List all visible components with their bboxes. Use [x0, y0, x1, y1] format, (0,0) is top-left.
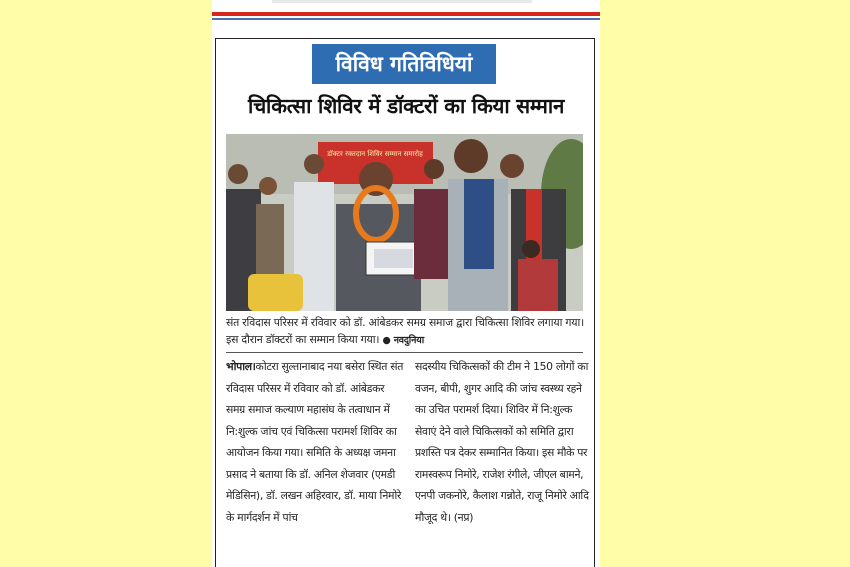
top-rule-blue: [212, 18, 600, 20]
top-strip: [272, 0, 532, 3]
news-photo: [226, 134, 583, 311]
newspaper-clipping: [212, 0, 600, 567]
photo-illustration: [226, 134, 583, 311]
caption-text: संत रविदास परिसर में रविवार को डॉ. आंबेडकर समग्र समाज द्वारा चिकित्सा शिविर लगाया गया। इस दौरान डॉक्टरों का सम्मान किया गया।: [226, 316, 585, 346]
article-column-right: [415, 356, 595, 528]
article-text-right: सदस्यीय चिकित्सकों की टीम ने 150 लोगों का वजन, बीपी, शुगर आदि की जांच स्वस्थ्य रहने का उचित परामर्श दिया। शिविर में नि:शुल्क सेवाएं देने वाले चिकित्सकों को समिति द्वारा प्रशस्ति पत्र देकर सम्मानित किया। इस मौके पर रामस्वरूप निमोरे, राजेश रंगीले, जीएल बामने, एनपी जकनोरे, कैलाश गन्नोते, राजू निमोरे आदि मौजूद थे।: [415, 360, 589, 524]
photo-caption: [226, 314, 586, 349]
section-label: विविध गतिविधियां: [312, 44, 496, 84]
caption-divider: [226, 352, 583, 353]
top-rule-red: [212, 12, 600, 16]
dateline: भोपाल।: [226, 360, 256, 373]
article-column-left: [226, 356, 406, 528]
article-text-left: कोटरा सुल्तानाबाद नया बसेरा स्थित संत रविदास परिसर में रविवार को डॉ. आंबेडकर समग्र समाज कल्याण महासंघ के तत्वाधान में नि:शुल्क जांच एवं चिकित्सा परामर्श शिविर का आयोजन किया गया। समिति के अध्यक्ष जमना प्रसाद ने बताया कि डॉ. अनिल शेजवार (एमडी मेडिसिन), डॉ. लखन अहिरवार, डॉ. माया निमोरे के मार्गदर्शन में पांच: [226, 360, 404, 524]
caption-credit: ● नवदुनिया: [382, 335, 425, 346]
headline: चिकित्सा शिविर में डॉक्टरों का किया सम्मान: [247, 94, 565, 118]
article-signoff: (नप्र): [453, 510, 474, 524]
banner-text: डॉक्टर रक्तदान शिविर सम्मान समारोह: [327, 150, 423, 158]
